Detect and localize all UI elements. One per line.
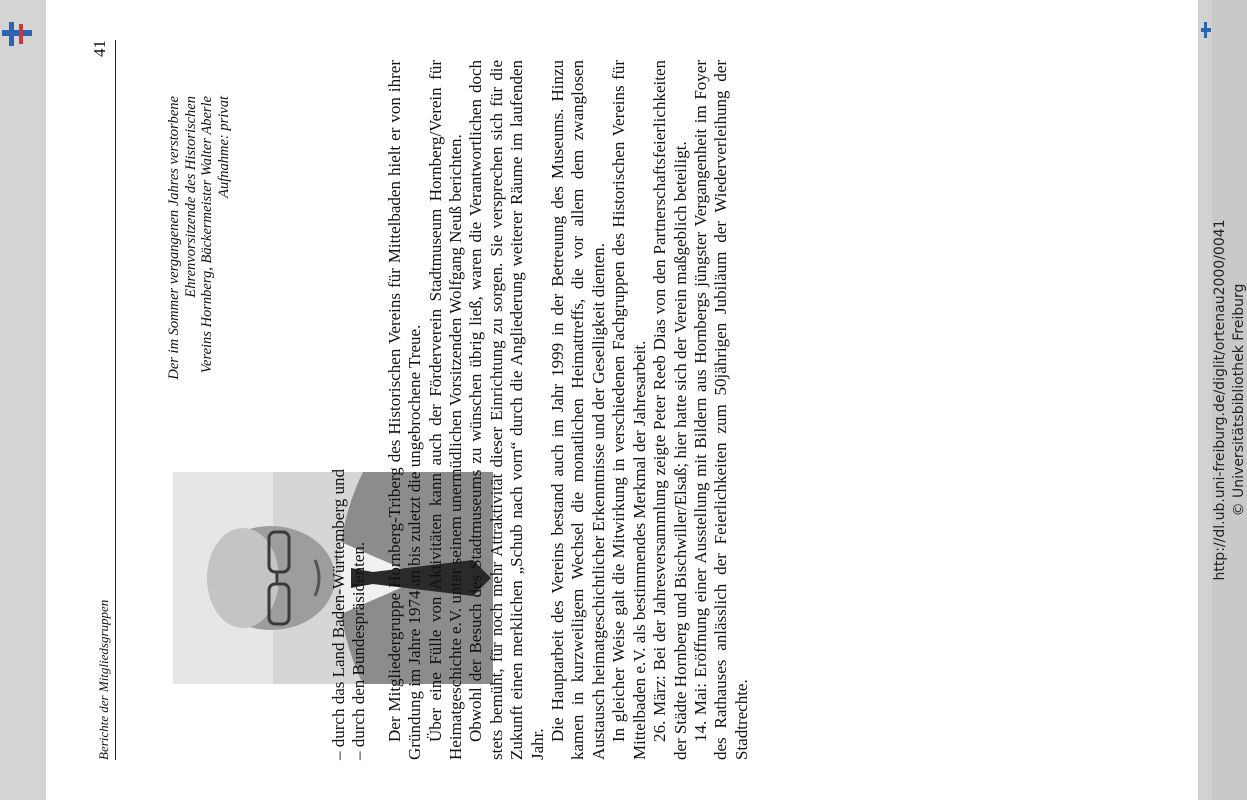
viewer-left-margin xyxy=(0,0,46,800)
paragraph: Der Mitgliedergruppe Hornberg-Triberg des Historischen Vereins für Mittelbaden hielt er von ihrer Gründung im Jahre 1974 an bis zuletzt die ungebrochene Treue. xyxy=(384,60,425,760)
paragraph: In gleicher Weise galt die Mitwirkung in verschiedenen Fachgruppen des Historischen Vereins für Mittelbaden e.V. als bestimmendes Merkmal der Jahresarbeit. xyxy=(609,60,649,760)
paragraph: Obwohl der Besuch des Stadtmuseums zu wünschen übrig ließ, waren die Verantwortlichen doch stets bemüht, für noch mehr Attraktivität dieser Einrichtung zu sorgen. Sie versprechen sich für die Zukunft einen merklichen „Schub nach vorn“ durch die Angliederung weiterer Räume im laufenden Jahr. xyxy=(466,60,547,760)
library-logo-icon xyxy=(0,20,34,48)
caption-line: Ehrenvorsitzende des Historischen xyxy=(182,96,199,298)
page-number: 41 xyxy=(90,40,109,57)
article-body xyxy=(329,60,752,760)
copyright-notice: © Universitätsbibliothek Freiburg xyxy=(1231,283,1247,517)
caption-credit: Aufnahme: privat xyxy=(215,96,232,198)
caption-line: Vereins Hornberg, Bäckermeister Walter Aberle xyxy=(199,96,215,374)
bullet-item: – durch das Land Baden-Württemberg und xyxy=(329,469,348,760)
paragraph: Über eine Fülle von Aktivitäten kann auch der Förderverein Stadtmuseum Hornberg/Verein für Heimatgeschichte e.V. unter seinem unermüdlichen Vorsitzenden Wolfgang Neuß berichten. xyxy=(425,60,466,760)
caption-line: Der im Sommer vergangenen Jahres verstorbene xyxy=(166,96,182,380)
paragraph: Die Hauptarbeit des Vereins bestand auch im Jahr 1999 in der Betreuung des Museums. Hinzu kamen in kurzweiligem Wechsel die monatlichen Heimattreffs, die vor allem dem zwanglosen Austausch heimatgeschichtlicher Erkenntnisse und der Geselligkeit dienten. xyxy=(548,60,608,760)
library-logo-fragment-icon xyxy=(1201,22,1211,38)
bullet-item: – durch den Bundespräsidenten. xyxy=(349,541,369,760)
running-head-title: Berichte der Mitgliedsgruppen xyxy=(96,599,111,760)
paragraph: 26. März: Bei der Jahresversammlung zeigte Peter Reeb Dias von den Partnerschaftsfeierlichkeiten der Städte Hornberg und Bischwiller/Elsaß; hier hatte sich der Verein maßgeblich beteiligt. xyxy=(650,60,690,760)
viewer-right-margin xyxy=(1198,0,1212,800)
running-head xyxy=(90,40,116,760)
paragraph: 14. Mai: Eröffnung einer Ausstellung mit Bildern aus Hornbergs jüngster Vergangenheit im Foyer des Rathauses anlässlich der Feierlichkeiten zum 50jährigen Jubiläum der Wiederverleihung der Stadtrechte. xyxy=(690,60,751,760)
source-url[interactable]: http://dl.ub.uni-freiburg.de/diglit/ortenau2000/0041 xyxy=(1212,219,1228,581)
photo-caption xyxy=(166,96,232,456)
rotated-page-content xyxy=(46,0,1247,800)
